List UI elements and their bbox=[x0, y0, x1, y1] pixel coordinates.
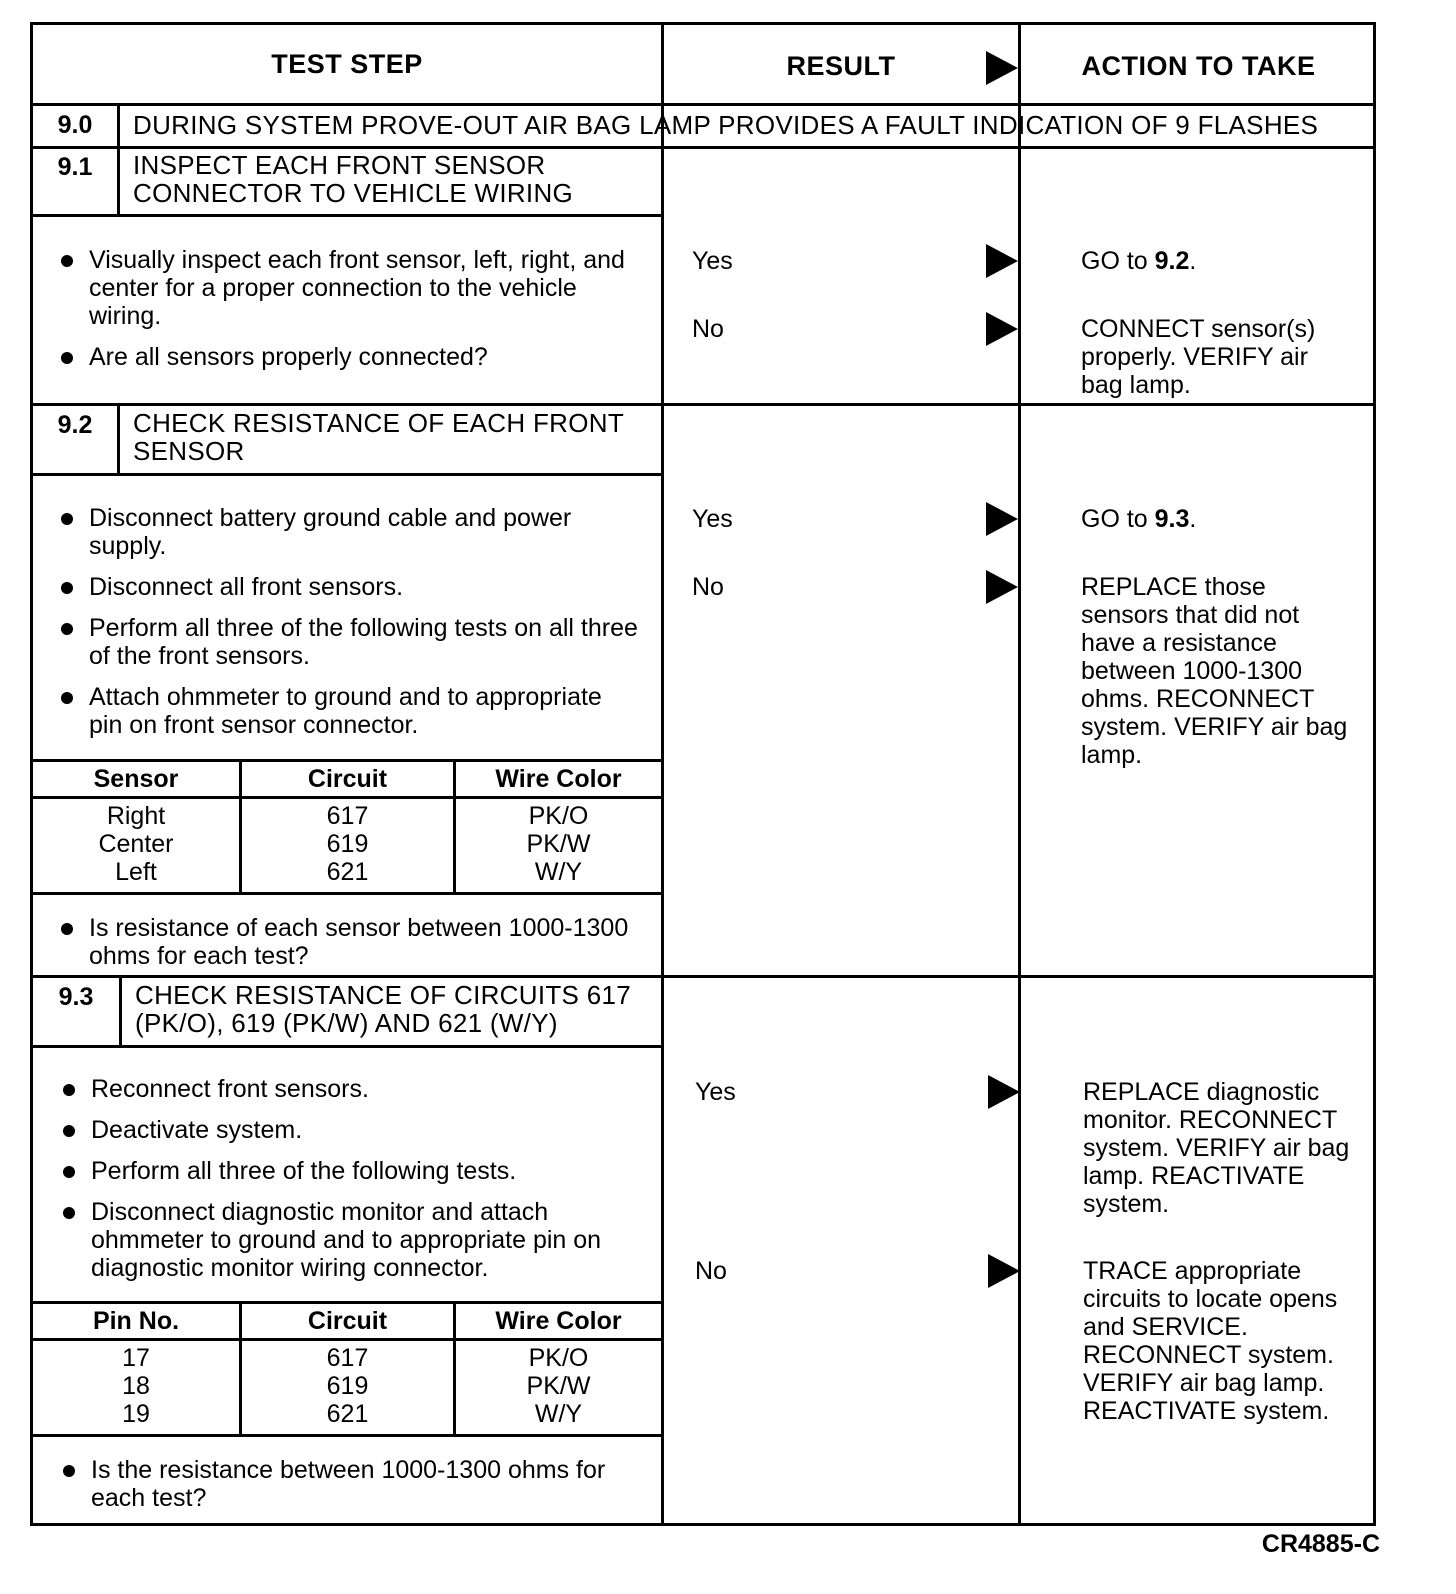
step-9-2-table-bottom bbox=[33, 892, 664, 895]
instruction-item: Disconnect diagnostic monitor and attach ohmmeter to ground and to appropriate pin on diagnostic monitor wiring connector. bbox=[63, 1198, 643, 1282]
cell-value: PK/O bbox=[528, 802, 589, 830]
result-arrow-icon bbox=[986, 570, 1018, 604]
title-line: CHECK RESISTANCE OF EACH FRONT bbox=[133, 408, 625, 438]
header-action: ACTION TO TAKE bbox=[1081, 51, 1316, 81]
step-9-3-action-yes: REPLACE diagnostic monitor. RECONNECT system. VERIFY air bag lamp. REACTIVATE system. bbox=[1083, 1078, 1350, 1218]
column-header: Pin No. bbox=[33, 1304, 241, 1340]
table-cell bbox=[455, 798, 662, 893]
cell-value: 19 bbox=[122, 1400, 150, 1428]
step-9-2-question bbox=[61, 914, 641, 983]
step-9-1-action-yes bbox=[1081, 247, 1371, 275]
cell-value: Center bbox=[98, 830, 174, 858]
cell-value: 621 bbox=[326, 1400, 369, 1428]
step-9-1-action-no: CONNECT sensor(s) properly. VERIFY air bag lamp. bbox=[1081, 315, 1316, 399]
table-row bbox=[33, 1340, 661, 1435]
header-test-step: TEST STEP bbox=[271, 49, 423, 79]
step-9-3-title bbox=[135, 981, 655, 1037]
step-9-2-title bbox=[133, 409, 653, 465]
step-9-0-title: DURING SYSTEM PROVE-OUT AIR BAG LAMP PROVIDES A FAULT INDICATION OF 9 FLASHES bbox=[133, 110, 1319, 140]
step-9-3-action-no: TRACE appropriate circuits to locate opens and SERVICE. RECONNECT system. VERIFY air bag lamp. REACTIVATE system. bbox=[1083, 1257, 1338, 1425]
table-cell bbox=[455, 1340, 662, 1435]
column-divider-result bbox=[661, 25, 664, 1523]
column-header: Wire Color bbox=[455, 762, 662, 798]
cell-value: 619 bbox=[326, 1372, 369, 1400]
instruction-item: Visually inspect each front sensor, left, right, and center for a proper connection to the vehicle wiring. bbox=[61, 246, 641, 330]
step-9-2-instructions bbox=[61, 504, 641, 752]
step-9-1-title bbox=[133, 151, 653, 207]
table-cell bbox=[241, 1340, 455, 1435]
step-9-3-title-divider bbox=[33, 1045, 664, 1048]
table-row bbox=[33, 798, 661, 893]
cell-value: Left bbox=[115, 858, 157, 886]
column-header: Wire Color bbox=[455, 1304, 662, 1340]
result-arrow-icon bbox=[988, 1254, 1020, 1288]
step-9-3-question bbox=[63, 1456, 653, 1525]
title-line: CONNECTOR TO VEHICLE WIRING bbox=[133, 178, 574, 208]
cell-value: W/Y bbox=[534, 858, 583, 886]
step-9-2-action-yes bbox=[1081, 505, 1371, 533]
title-line: (PK/O), 619 (PK/W) AND 621 (W/Y) bbox=[135, 1008, 558, 1038]
table-header-row bbox=[33, 1304, 661, 1340]
step-9-2-divider bbox=[33, 975, 1373, 978]
step-9-0-number: 9.0 bbox=[57, 111, 93, 139]
action-text: GO to bbox=[1081, 247, 1155, 275]
figure-code: CR4885-C bbox=[1261, 1530, 1380, 1558]
instruction-item: Reconnect front sensors. bbox=[63, 1075, 643, 1103]
step-9-1-number: 9.1 bbox=[57, 153, 93, 181]
step-9-1-result-yes: Yes bbox=[692, 247, 733, 275]
step-number-divider bbox=[119, 975, 122, 1048]
table-cell bbox=[33, 798, 241, 893]
step-9-2-number: 9.2 bbox=[57, 411, 93, 439]
column-header: Sensor bbox=[33, 762, 241, 798]
step-9-2-title-divider bbox=[33, 473, 664, 476]
instruction-item: Attach ohmmeter to ground and to appropriate pin on front sensor connector. bbox=[61, 683, 641, 739]
cell-value: 619 bbox=[326, 830, 369, 858]
step-9-1-divider bbox=[33, 403, 1373, 406]
action-text: . bbox=[1189, 247, 1197, 275]
step-9-3-result-yes: Yes bbox=[695, 1078, 736, 1106]
step-9-2-result-yes: Yes bbox=[692, 505, 733, 533]
step-9-3-number: 9.3 bbox=[58, 983, 94, 1011]
step-number-divider bbox=[117, 103, 120, 147]
result-arrow-icon bbox=[986, 502, 1018, 536]
step-number-divider bbox=[117, 146, 120, 217]
title-line: SENSOR bbox=[133, 436, 245, 466]
instruction-item: Are all sensors properly connected? bbox=[61, 343, 641, 371]
column-header: Circuit bbox=[241, 1304, 455, 1340]
cell-value: 617 bbox=[326, 1344, 369, 1372]
step-9-3-instructions bbox=[63, 1075, 643, 1295]
step-9-2-action-no: REPLACE those sensors that did not have a resistance between 1000-1300 ohms. RECONNECT system. VERIFY air bag lamp. bbox=[1081, 573, 1348, 769]
question-item: Is the resistance between 1000-1300 ohms for each test? bbox=[63, 1456, 653, 1512]
table-header-row bbox=[33, 762, 661, 798]
step-reference: 9.2 bbox=[1154, 247, 1190, 275]
step-9-1-title-divider bbox=[33, 214, 664, 217]
instruction-item: Deactivate system. bbox=[63, 1116, 643, 1144]
action-text: GO to bbox=[1081, 505, 1155, 533]
result-arrow-icon bbox=[986, 312, 1018, 346]
cell-value: W/Y bbox=[534, 1400, 583, 1428]
step-9-1-result-no: No bbox=[692, 315, 724, 343]
title-line: CHECK RESISTANCE OF CIRCUITS 617 bbox=[135, 980, 631, 1010]
step-9-1-instructions bbox=[61, 246, 641, 384]
cell-value: PK/W bbox=[526, 830, 591, 858]
instruction-item: Disconnect battery ground cable and power supply. bbox=[61, 504, 641, 560]
step-9-3-table-bottom bbox=[33, 1434, 664, 1437]
instruction-item: Disconnect all front sensors. bbox=[61, 573, 641, 601]
title-line: INSPECT EACH FRONT SENSOR bbox=[133, 150, 546, 180]
question-item: Is resistance of each sensor between 1000-1300 ohms for each test? bbox=[61, 914, 641, 970]
pin-circuit-table bbox=[33, 1304, 661, 1434]
step-9-0-divider bbox=[33, 146, 1373, 149]
header-result: RESULT bbox=[786, 51, 896, 81]
diagnostic-table bbox=[30, 22, 1376, 1526]
instruction-item: Perform all three of the following tests. bbox=[63, 1157, 643, 1185]
step-9-2-result-no: No bbox=[692, 573, 724, 601]
step-reference: 9.3 bbox=[1154, 505, 1190, 533]
header-divider bbox=[33, 103, 1373, 106]
instruction-item: Perform all three of the following tests on all three of the front sensors. bbox=[61, 614, 641, 670]
cell-value: 18 bbox=[122, 1372, 150, 1400]
action-text: . bbox=[1189, 505, 1197, 533]
cell-value: PK/W bbox=[526, 1372, 591, 1400]
column-divider-action bbox=[1018, 25, 1021, 1523]
cell-value: Right bbox=[106, 802, 166, 830]
header-arrow-icon bbox=[986, 51, 1018, 85]
result-arrow-icon bbox=[986, 244, 1018, 278]
table-cell bbox=[33, 1340, 241, 1435]
sensor-circuit-table bbox=[33, 762, 661, 892]
column-header: Circuit bbox=[241, 762, 455, 798]
cell-value: 617 bbox=[326, 802, 369, 830]
cell-value: 17 bbox=[122, 1344, 150, 1372]
step-number-divider bbox=[117, 403, 120, 474]
cell-value: PK/O bbox=[528, 1344, 589, 1372]
step-9-3-result-no: No bbox=[695, 1257, 727, 1285]
cell-value: 621 bbox=[326, 858, 369, 886]
table-cell bbox=[241, 798, 455, 893]
result-arrow-icon bbox=[988, 1075, 1020, 1109]
